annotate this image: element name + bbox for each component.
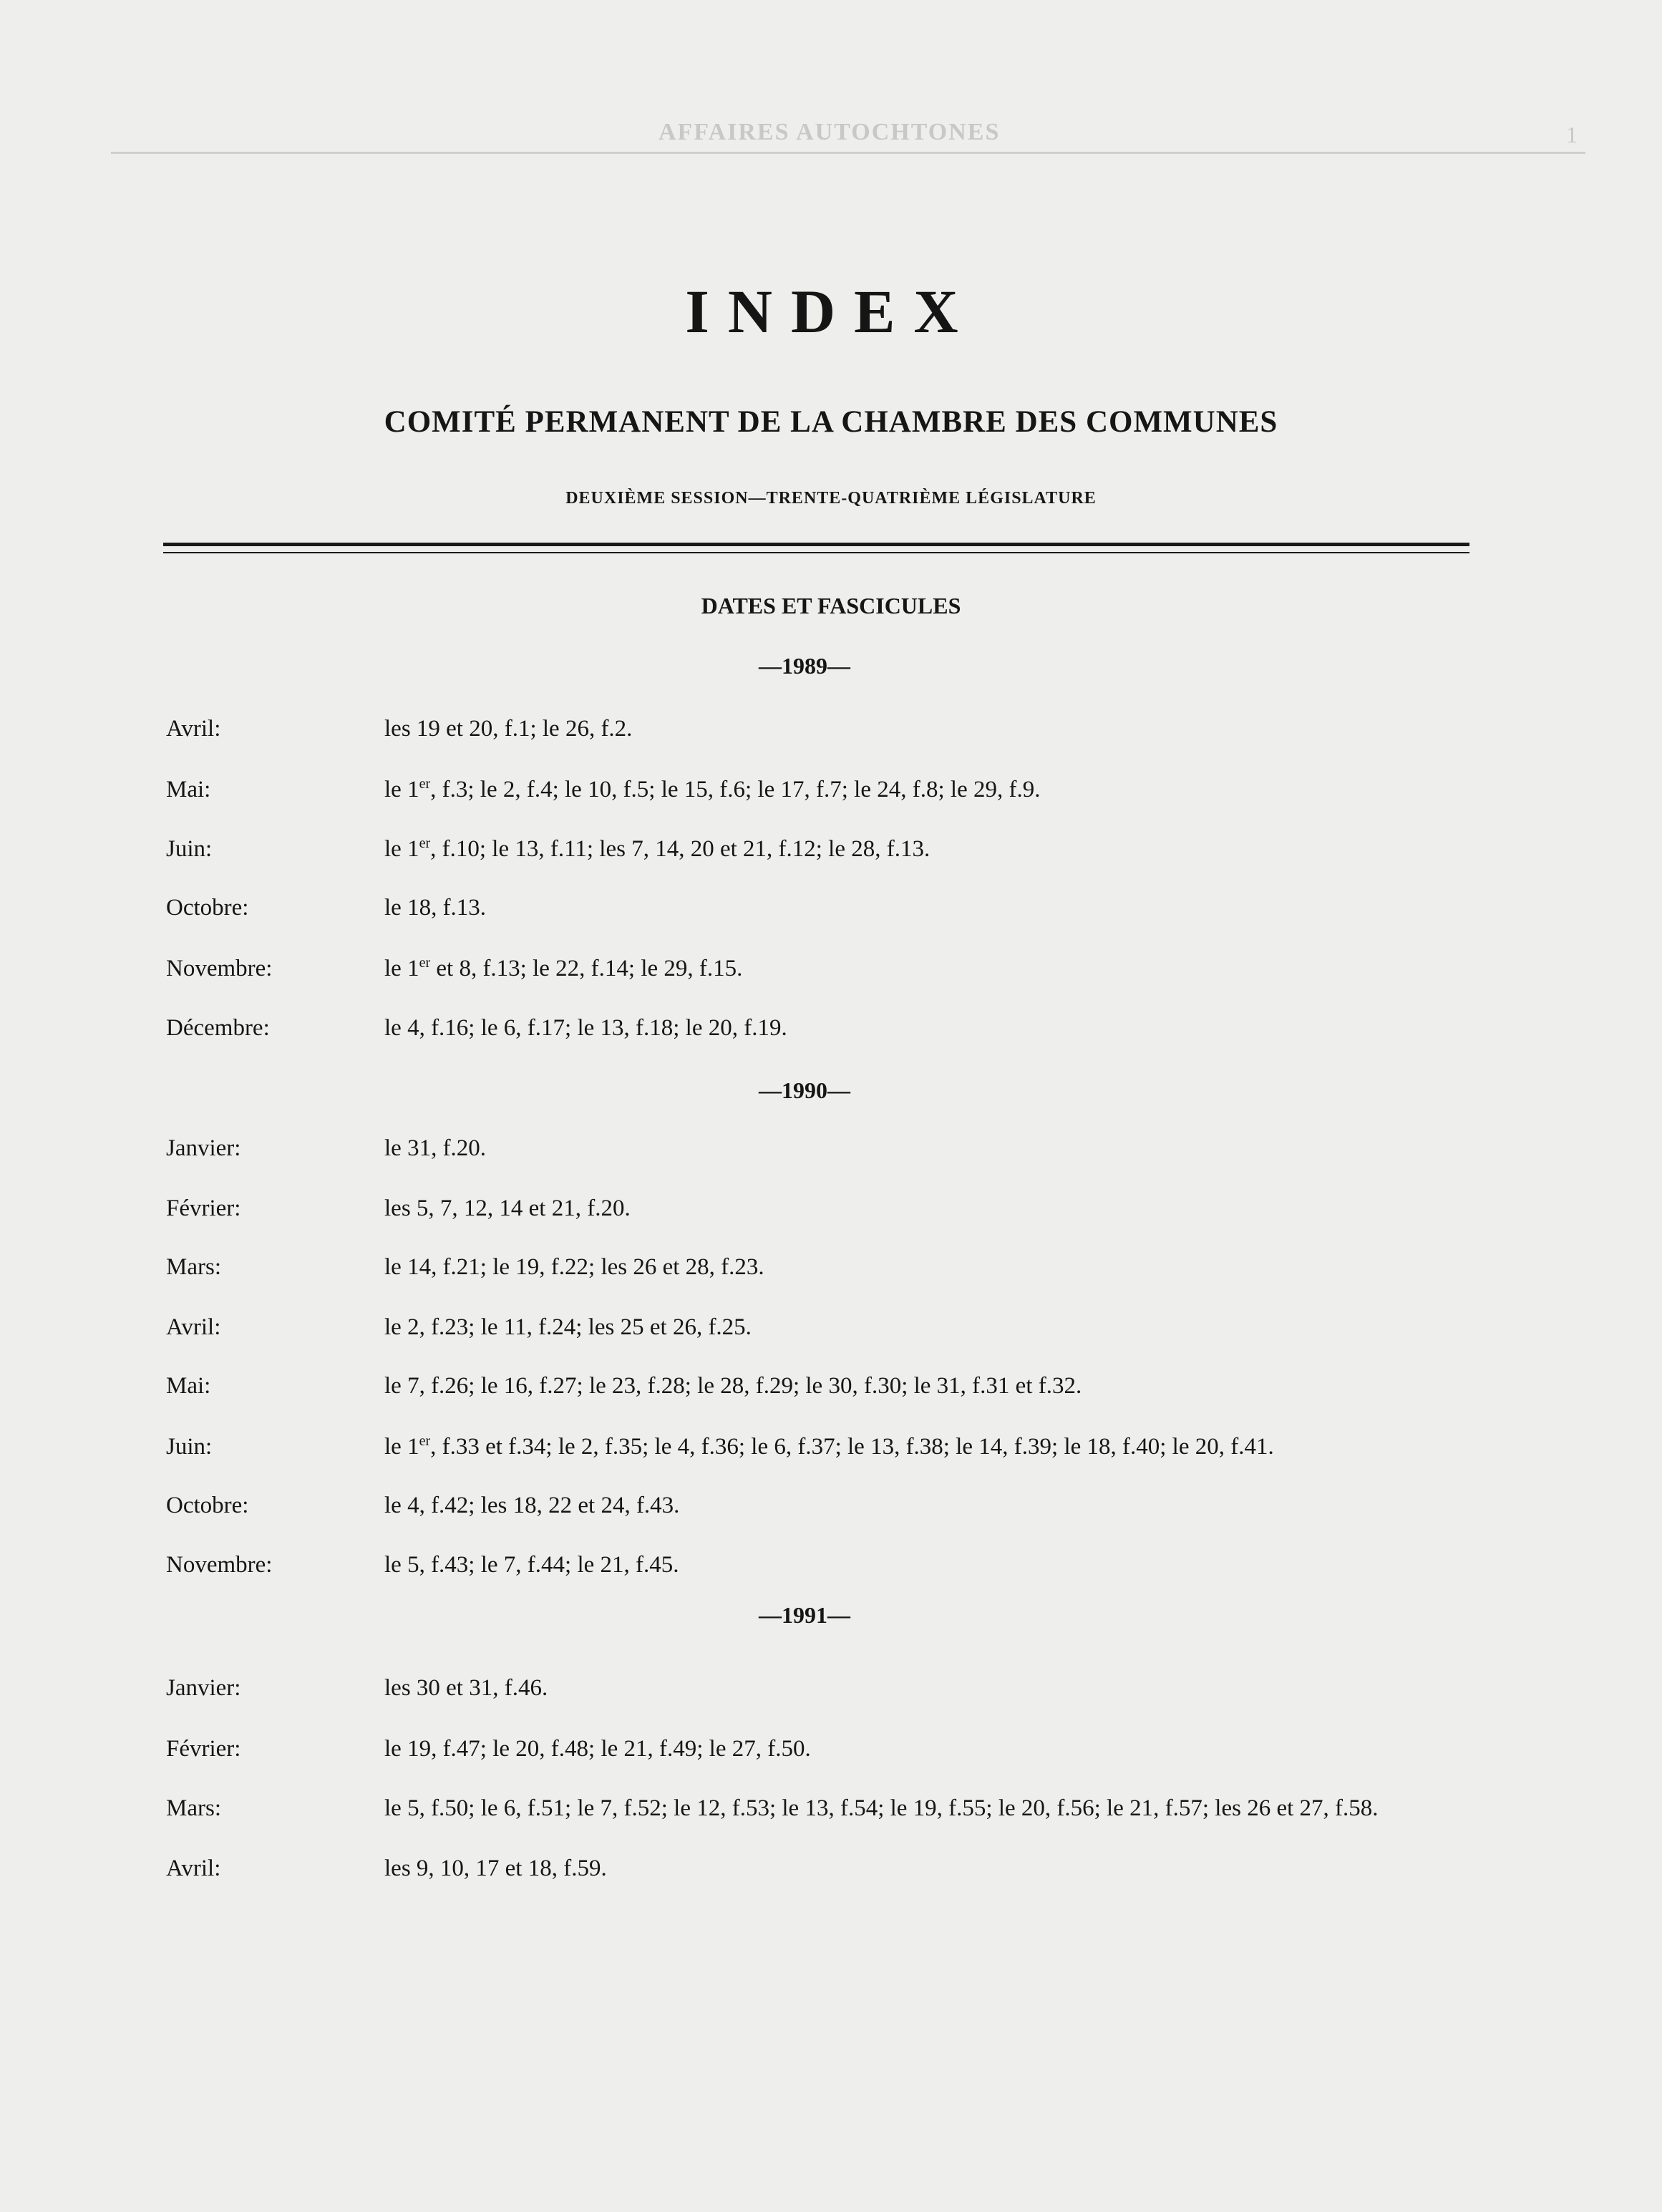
dates-heading: DATES ET FASCICULES [701,593,961,619]
month-label: Janvier: [166,1135,241,1161]
month-label: Mai: [166,777,211,802]
date-row [166,836,930,863]
year-heading: —1990— [759,1077,850,1103]
month-label: Janvier: [166,1675,241,1701]
bleed-through-rule [111,152,1585,154]
date-row [166,1736,811,1762]
date-row [166,1314,752,1341]
fascicle-entries: le 5, f.43; le 7, f.44; le 21, f.45. [384,1552,679,1578]
fascicle-entries: le 1er et 8, f.13; le 22, f.14; le 29, f.15. [384,955,743,981]
date-row [166,1552,679,1578]
date-row [166,1373,1082,1400]
month-label: Avril: [166,716,221,742]
month-label: Mai: [166,1373,211,1399]
page-number: 1 [1566,122,1578,147]
fascicle-entries: les 30 et 31, f.46. [384,1675,548,1701]
fascicle-entries: les 5, 7, 12, 14 et 21, f.20. [384,1195,631,1221]
fascicle-entries: le 4, f.42; les 18, 22 et 24, f.43. [384,1493,680,1518]
fascicle-entries: les 9, 10, 17 et 18, f.59. [384,1856,607,1881]
fascicle-entries: le 1er, f.3; le 2, f.4; le 10, f.5; le 15, f.6; le 17, f.7; le 24, f.8; le 29, f.9. [384,776,1041,802]
date-row [166,1195,631,1222]
committee-name: COMITÉ PERMANENT DE LA CHAMBRE DES COMMUNES [384,405,1278,439]
date-row [166,777,1040,803]
month-label: Novembre: [166,1552,273,1578]
fascicle-entries: les 19 et 20, f.1; le 26, f.2. [384,716,633,742]
fascicle-entries: le 5, f.50; le 6, f.51; le 7, f.52; le 12, f.53; le 13, f.54; le 19, f.55; le 20, f.56; le 21, f.57; les 26 et 27, f.58. [384,1795,1379,1821]
fascicle-entries: le 7, f.26; le 16, f.27; le 23, f.28; le 28, f.29; le 30, f.30; le 31, f.31 et f.32. [384,1373,1082,1399]
date-row [166,1795,1379,1822]
year-heading: —1991— [759,1602,850,1628]
month-label: Octobre: [166,895,249,921]
month-label: Avril: [166,1314,221,1340]
month-label: Décembre: [166,1015,270,1041]
month-label: Juin: [166,836,213,862]
date-row [166,1135,486,1162]
date-row [166,1434,1274,1460]
month-label: Mars: [166,1795,221,1821]
date-row [166,716,632,742]
date-row [166,956,742,982]
fascicle-entries: le 4, f.16; le 6, f.17; le 13, f.18; le 20, f.19. [384,1015,787,1041]
fascicle-entries: le 1er, f.10; le 13, f.11; les 7, 14, 20 et 21, f.12; le 28, f.13. [384,835,930,862]
fascicle-entries: le 19, f.47; le 20, f.48; le 21, f.49; le 27, f.50. [384,1736,811,1762]
fascicle-entries: le 2, f.23; le 11, f.24; les 25 et 26, f.25. [384,1314,752,1340]
month-label: Mars: [166,1254,221,1280]
date-row [166,1254,764,1281]
year-heading: —1989— [759,653,850,679]
month-label: Février: [166,1195,241,1221]
fascicle-entries: le 31, f.20. [384,1135,487,1161]
month-label: Novembre: [166,956,273,981]
date-row [166,895,486,921]
month-label: Octobre: [166,1493,249,1518]
date-row [166,1015,787,1042]
month-label: Avril: [166,1856,221,1881]
double-rule [163,543,1469,553]
date-row [166,1675,548,1702]
date-row [166,1856,607,1882]
month-label: Juin: [166,1434,213,1460]
session-line: DEUXIÈME SESSION—TRENTE-QUATRIÈME LÉGISLATURE [565,489,1097,508]
fascicle-entries: le 18, f.13. [384,895,487,921]
date-row [166,1493,679,1519]
bleed-through-header: AFFAIRES AUTOCHTONES [659,119,1001,145]
fascicle-entries: le 14, f.21; le 19, f.22; les 26 et 28, f.23. [384,1254,764,1280]
month-label: Février: [166,1736,241,1762]
fascicle-entries: le 1er, f.33 et f.34; le 2, f.35; le 4, f.36; le 6, f.37; le 13, f.38; le 14, f.39; le 18, f.40; le 20, f.41. [384,1433,1274,1460]
page-title: INDEX [685,277,977,346]
